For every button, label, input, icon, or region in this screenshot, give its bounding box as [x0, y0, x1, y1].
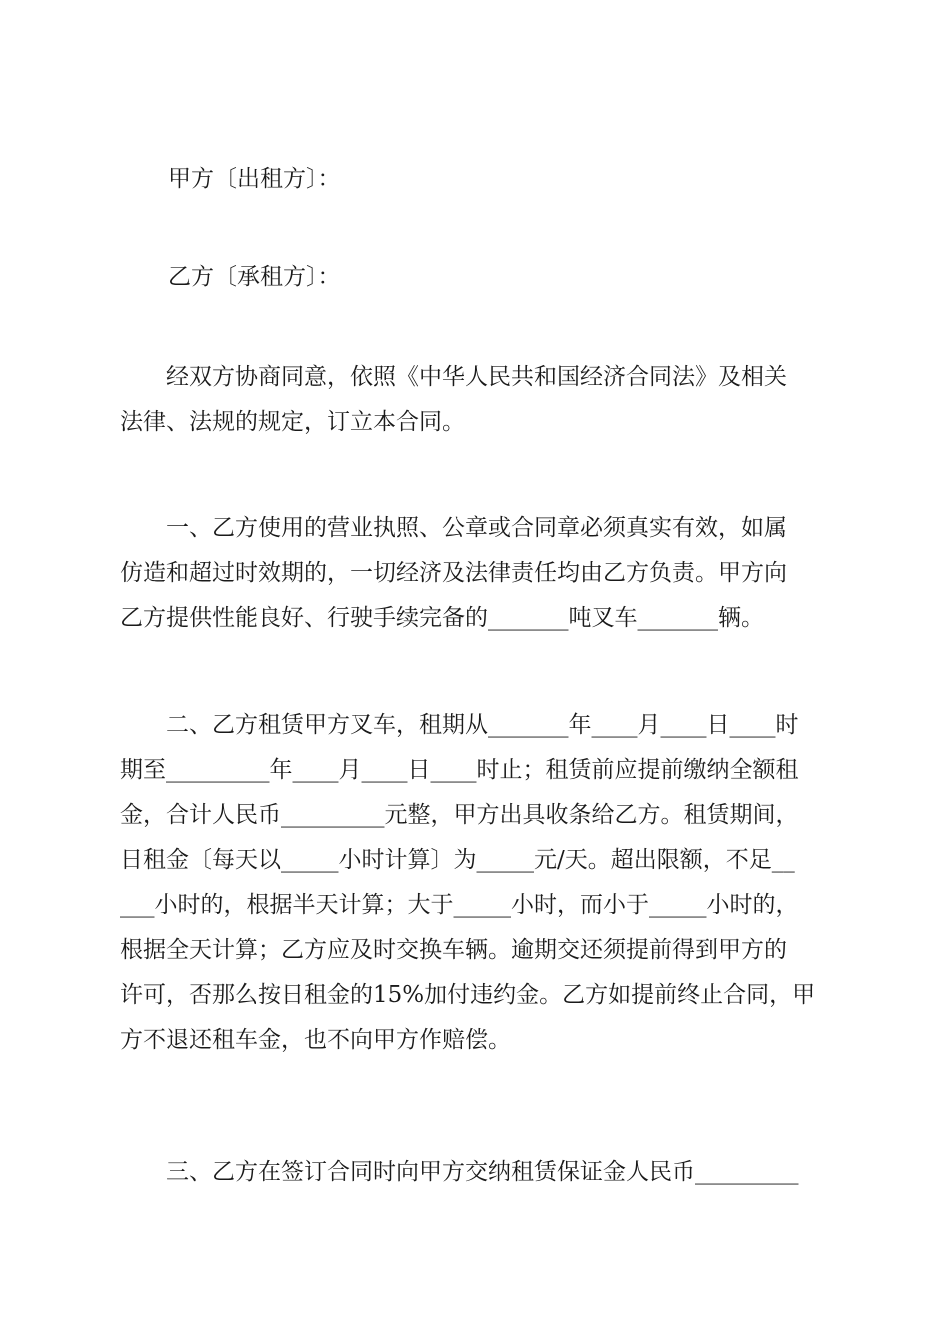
party-b-label: 乙方〔承租方〕： [168, 264, 341, 290]
paragraph-line: 二、乙方租赁甲方叉车，租期从_______年____月____日____时 [120, 712, 799, 738]
clause-2-paragraph [120, 703, 832, 1063]
paragraph-line: 期至_________年____月____日____时止；租赁前应提前缴纳全额租 [120, 757, 799, 783]
paragraph-line: 法律、法规的规定，订立本合同。 [120, 409, 465, 435]
party-a-line [168, 157, 880, 202]
paragraph-line: 乙方提供性能良好、行驶手续完备的_______吨叉车_______辆。 [120, 605, 764, 631]
paragraph-line: 一、乙方使用的营业执照、公章或合同章必须真实有效，如属 [120, 515, 787, 541]
preamble-paragraph [120, 355, 832, 445]
paragraph-line: 方不退还租车金，也不向甲方作赔偿。 [120, 1027, 511, 1053]
paragraph-line: 仿造和超过时效期的，一切经济及法律责任均由乙方负责。甲方向 [120, 560, 787, 586]
clause-3-paragraph [120, 1150, 832, 1195]
paragraph-line: ___小时的，根据半天计算；大于_____小时，而小于_____小时的， [120, 892, 799, 918]
party-b-line [168, 255, 880, 300]
paragraph-line: 金，合计人民币_________元整，甲方出具收条给乙方。租赁期间， [120, 802, 799, 828]
party-a-label: 甲方〔出租方〕： [168, 166, 341, 192]
paragraph-line: 经双方协商同意，依照《中华人民共和国经济合同法》及相关 [120, 364, 787, 390]
paragraph-line: 三、乙方在签订合同时向甲方交纳租赁保证金人民币_________ [120, 1159, 799, 1185]
paragraph-line: 日租金〔每天以_____小时计算〕为_____元/天。超出限额，不足__ [120, 847, 795, 873]
paragraph-line: 根据全天计算；乙方应及时交换车辆。逾期交还须提前得到甲方的 [120, 937, 787, 963]
clause-1-paragraph [120, 506, 832, 641]
paragraph-line: 许可，否那么按日租金的15%加付违约金。乙方如提前终止合同，甲 [120, 982, 816, 1008]
